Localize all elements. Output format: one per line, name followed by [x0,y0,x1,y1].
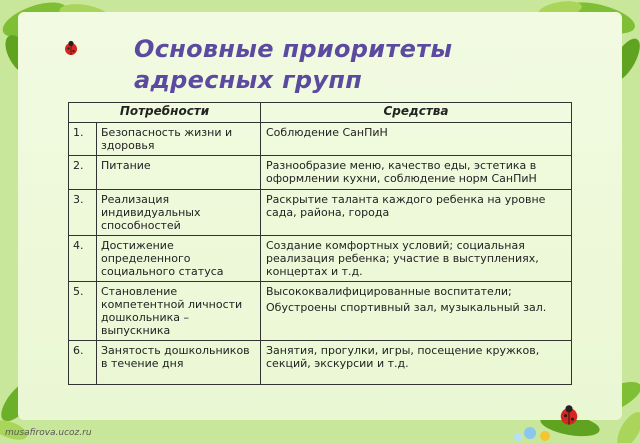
row-number: 5. [69,282,97,341]
table-row [69,156,572,190]
row-means: Создание комфортных условий; социальная реализация ребенка; участие в выступлениях, концертах и т.д. [261,236,572,282]
table-row [69,282,572,341]
row-means: Разнообразие меню, качество еды, эстетика в оформлении кухни, соблюдение норм СанПиН [261,156,572,190]
row-means [261,282,572,341]
row-need: Становление компетентной личности дошкольника – выпускника [97,282,261,341]
row-need: Занятость дошкольников в течение дня [97,341,261,385]
table-row [69,123,572,156]
footer-watermark: musafirova.ucoz.ru [5,428,92,438]
title-line-1: Основные приоритеты [134,35,453,63]
header-means: Средства [261,103,572,123]
row-means-line-2: Обустроены спортивный зал, музыкальный зал. [266,301,547,314]
row-number: 2. [69,156,97,190]
row-need: Достижение определенного социального статуса [97,236,261,282]
table-row [69,190,572,236]
row-means: Занятия, прогулки, игры, посещение кружков, секций, экскурсии и т.д. [261,341,572,385]
needs-table [68,102,572,385]
row-number: 6. [69,341,97,385]
header-needs: Потребности [69,103,261,123]
ladybug-icon [558,404,580,426]
row-means: Соблюдение СанПиН [261,123,572,156]
flower-icon [540,431,550,441]
flower-icon [514,433,522,441]
row-need: Безопасность жизни и здоровья [97,123,261,156]
row-need: Питание [97,156,261,190]
slide-title [134,34,554,96]
title-line-2: адресных групп [134,66,363,94]
flower-icon [524,427,536,439]
row-need: Реализация индивидуальных способностей [97,190,261,236]
row-means-line-1: Высококвалифицированные воспитатели; [266,285,512,298]
ladybug-icon [63,40,79,56]
row-means: Раскрытие таланта каждого ребенка на уровне сада, района, города [261,190,572,236]
row-number: 3. [69,190,97,236]
table-header-row [69,103,572,123]
row-number: 4. [69,236,97,282]
table-row [69,341,572,385]
row-number: 1. [69,123,97,156]
table-row [69,236,572,282]
